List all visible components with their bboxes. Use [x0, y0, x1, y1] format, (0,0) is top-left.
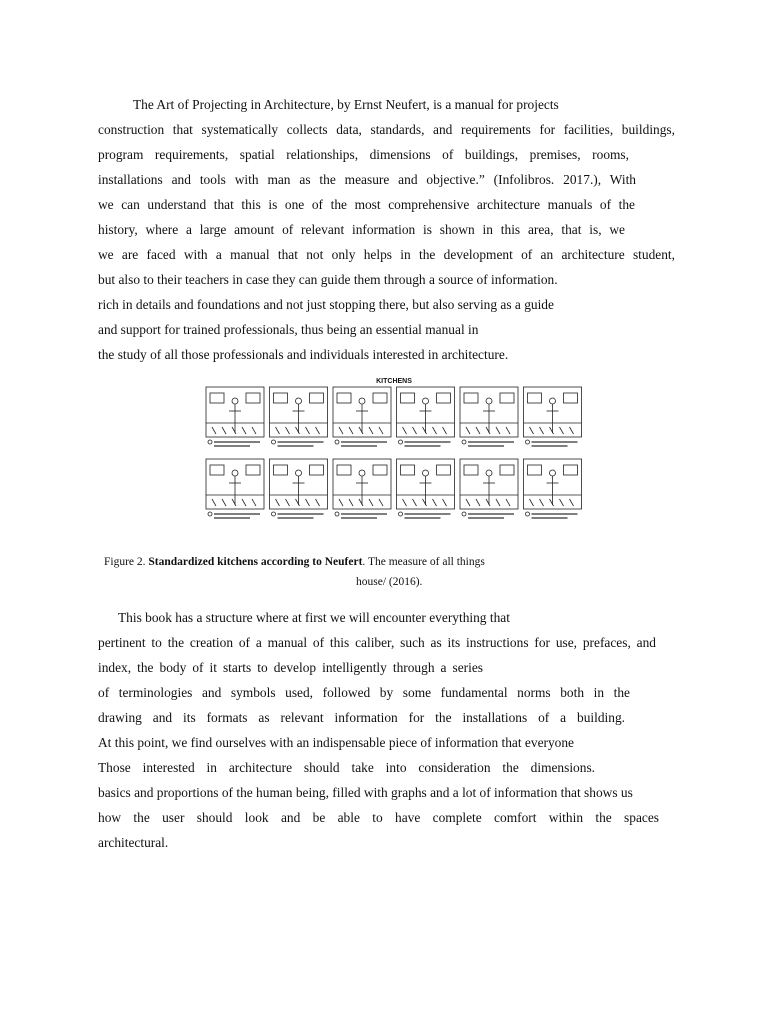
kitchen-panel	[397, 459, 455, 518]
text-line: drawing and its formats as relevant information for the installations of a building.	[98, 710, 625, 725]
kitchens-figure	[204, 375, 584, 527]
kitchen-panel	[206, 387, 264, 446]
kitchen-panel	[460, 459, 518, 518]
text-line: This book has a structure where at first we will encounter everything that	[118, 610, 510, 625]
text-line: but also to their teachers in case they can guide them through a source of information.	[98, 272, 558, 287]
text-line: we are faced with a manual that not only helps in the development of an architecture student,	[98, 247, 675, 262]
text-line: we can understand that this is one of the most comprehensive architecture manuals of the	[98, 197, 635, 212]
text-line: The Art of Projecting in Architecture, by Ernst Neufert, is a manual for projects	[133, 97, 559, 112]
text-line: rich in details and foundations and not just stopping there, but also serving as a guide	[98, 297, 554, 312]
kitchen-panel	[206, 459, 264, 518]
kitchen-panel	[460, 387, 518, 446]
text-line: Those interested in architecture should take into consideration the dimensions.	[98, 760, 595, 775]
kitchen-panel	[270, 459, 328, 518]
caption-bold: Standardized kitchens according to Neufert	[148, 556, 363, 568]
caption-prefix: Figure 2.	[104, 556, 146, 568]
figure-caption	[104, 556, 485, 568]
text-line: architectural.	[98, 835, 169, 850]
text-line: and support for trained professionals, thus being an essential manual in	[98, 322, 479, 337]
text-line: how the user should look and be able to have complete comfort within the spaces	[98, 810, 659, 825]
text-line: basics and proportions of the human being, filled with graphs and a lot of information that shows us	[98, 785, 633, 800]
kitchen-panel	[333, 387, 391, 446]
caption-rest: . The measure of all things	[362, 556, 485, 568]
kitchen-panel	[333, 459, 391, 518]
figure-heading: KITCHENS	[376, 378, 412, 385]
text-line: installations and tools with man as the measure and objective.” (Infolibros. 2017.), With	[98, 172, 636, 187]
text-line: construction that systematically collects data, standards, and requirements for facilities, buildings,	[98, 122, 675, 137]
kitchen-panel	[397, 387, 455, 446]
kitchen-panel	[270, 387, 328, 446]
text-line: history, where a large amount of relevant information is shown in this area, that is, we	[98, 222, 625, 237]
text-line: index, the body of it starts to develop intelligently through a series	[98, 660, 483, 675]
kitchen-panel	[524, 459, 582, 518]
kitchen-panel	[524, 387, 582, 446]
text-line: pertinent to the creation of a manual of this caliber, such as its instructions for use, prefaces, and	[98, 635, 656, 650]
text-line: the study of all those professionals and individuals interested in architecture.	[98, 347, 509, 362]
text-line: At this point, we find ourselves with an indispensable piece of information that everyone	[98, 735, 574, 750]
figure-caption-line2: house/ (2016).	[356, 576, 423, 588]
text-line: program requirements, spatial relationships, dimensions of buildings, premises, rooms,	[98, 147, 629, 162]
text-line: of terminologies and symbols used, followed by some fundamental norms both in the	[98, 685, 630, 700]
